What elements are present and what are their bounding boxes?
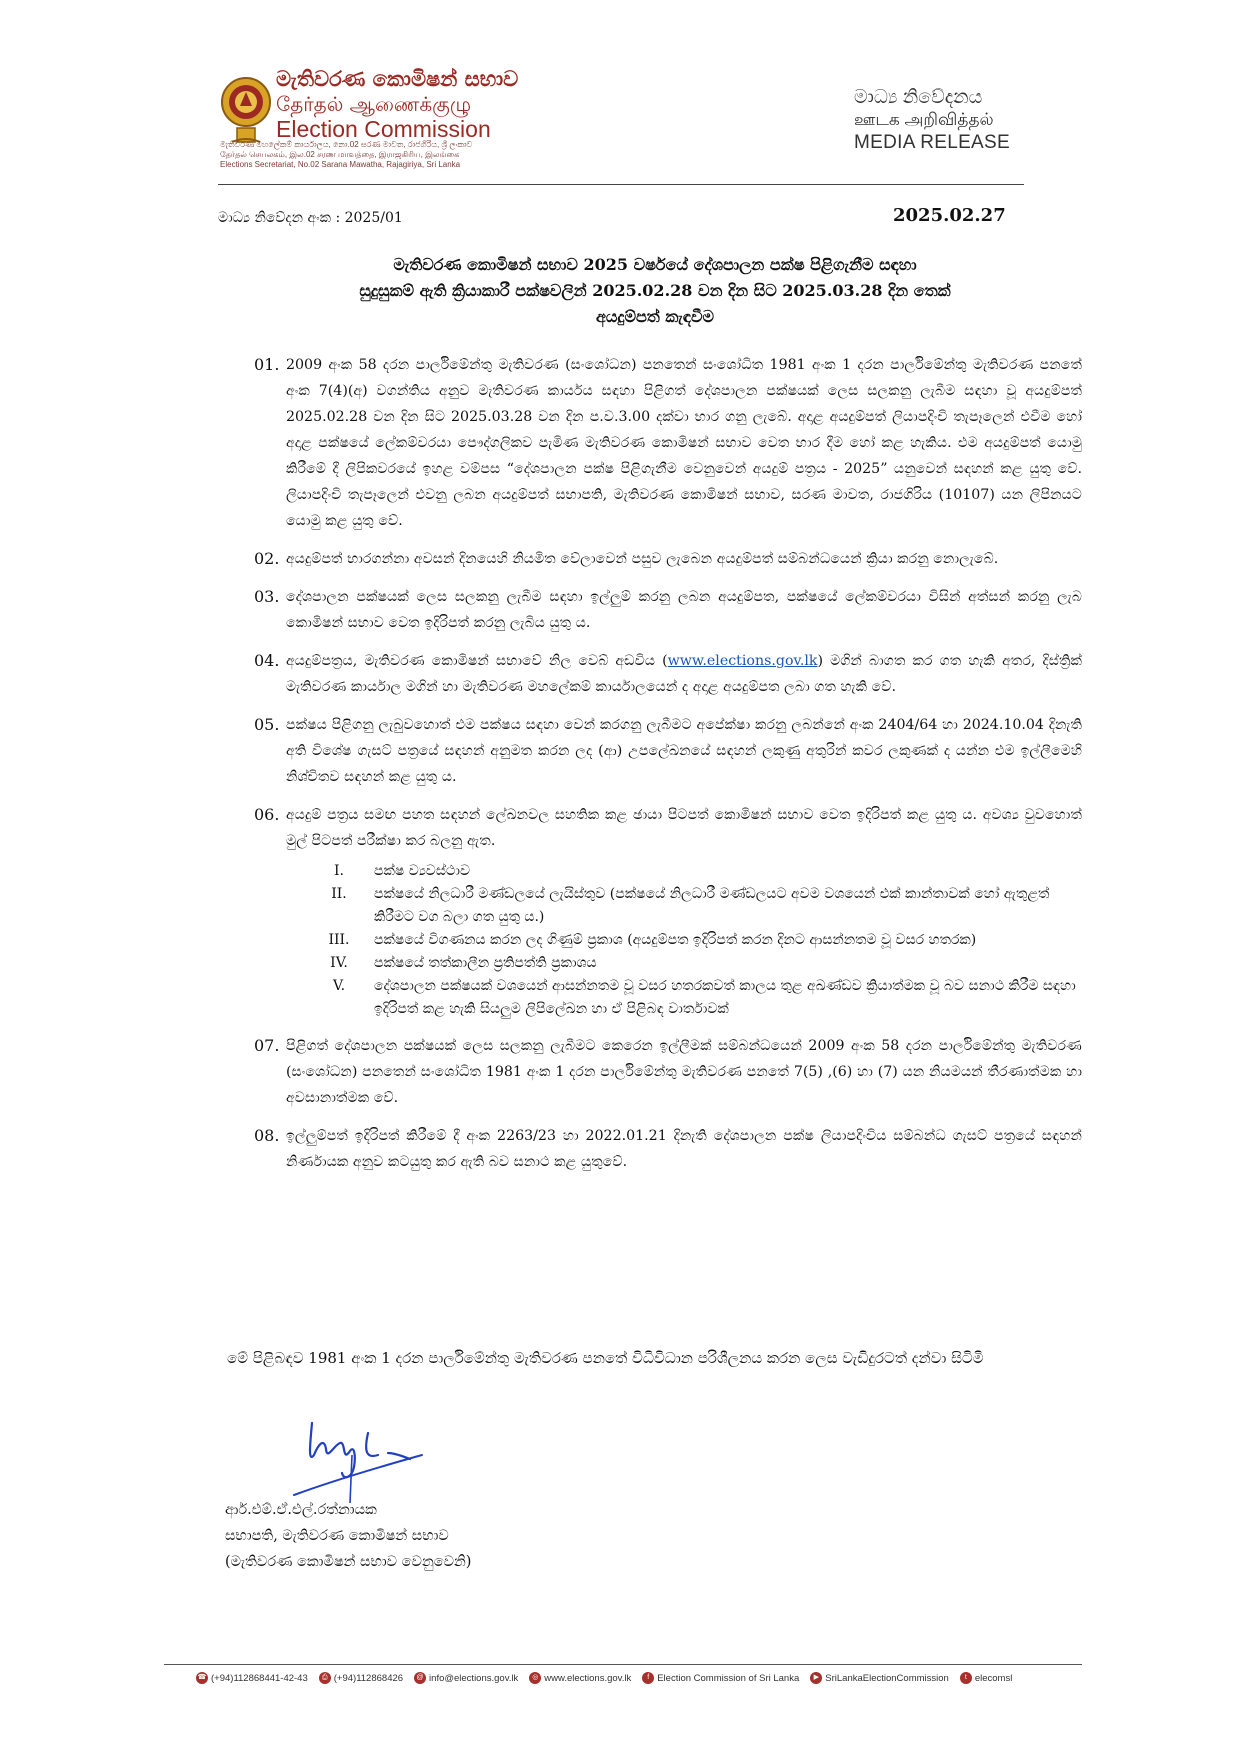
footer-twitter[interactable]	[960, 1672, 1013, 1684]
list-item-text: පක්ෂයේ තත්කාලීන ප්‍රතිපත්ති ප්‍රකාශය	[374, 955, 597, 971]
paragraph-06	[254, 802, 1082, 1021]
address-english: Elections Secretariat, No.02 Sarana Mawatha, Rajagiriya, Sri Lanka	[220, 160, 461, 169]
contact-footer	[196, 1672, 1096, 1684]
twitter-icon: t	[960, 1672, 972, 1684]
list-item-text: පක්ෂයේ විගණනය කරන ලද ගිණුම් ප්‍රකාශ (අයදුම්පත ඉදිරිපත් කරන දිනට ආසන්නතම වූ වසර හතරක)	[374, 932, 977, 948]
required-documents-list	[306, 860, 1082, 1021]
list-item-text: දේශපාලන පක්ෂයක් වශයෙන් ආසන්නතම වූ වසර හතරකවත් කාලය තුළ අඛණ්ඩව ක්‍රියාත්මක වූ බව සනාථ කිරීම සඳහා ඉදිරිපත් කළ හැකි සියලුම ලිපිලේඛන හා ඒ පිළිබඳ වාර්තාවක්	[374, 978, 1076, 1017]
release-label-sinhala: මාධ්‍ය නිවේදනය	[854, 87, 983, 108]
footer-web[interactable]	[529, 1672, 631, 1684]
address-sinhala: මැතිවරණ මහලේකම් කාර්යාලය, නො.02 සරණ මාවත, රාජගිරිය, ශ්‍රී ලංකාව	[220, 140, 473, 149]
title-line-3: අයදුම්පත් කැඳවීම	[596, 307, 714, 326]
paragraph-text: ඉල්ලුම්පත් ඉදිරිපත් කිරීමේ දී අංක 2263/23 හා 2022.01.21 දිනැති දේශපාලන පක්ෂ ලියාපදිංචිය සම්බන්ධ ගැසට් පත්‍රයේ සඳහන් නිර්ණායක අනුව කටයුතු කර ඇති බව සනාථ කළ යුතුවේ.	[286, 1128, 1082, 1170]
paragraph-08	[254, 1123, 1082, 1175]
list-item-numeral: I.	[334, 863, 344, 879]
list-item-text: පක්ෂයේ නිලධාරී මණ්ඩලයේ ලැයිස්තුව (පක්ෂයේ නිලධාරී මණ්ඩලයට අවම වශයෙන් එක් කාන්තාවක් හෝ ඇතුළත් කිරීමට වග බලා ගත යුතු ය.)	[374, 886, 1050, 925]
header-divider	[218, 184, 1024, 185]
state-emblem-icon	[220, 70, 272, 148]
paragraph-number: 03.	[254, 587, 280, 606]
youtube-icon: ▶	[810, 1672, 822, 1684]
paragraph-text: අයදුම් පත්‍රය සමඟ පහත සඳහන් ලේඛනවල සහතික කළ ඡායා පිටපත් කොමිෂන් සභාව වෙත ඉදිරිපත් කළ යුතු ය. අවශ්‍ය වුවහොත් මුල් පිටපත් පරීක්ෂා කර බලනු ඇත.	[286, 807, 1082, 849]
letterhead-address	[220, 140, 520, 170]
list-item	[306, 929, 1082, 952]
paragraph-text-after-link: ) මගින් බාගත කර ගත හැකි අතර, දිස්ත්‍රික් මැතිවරණ කාර්යාල මගින් හා මැතිවරණ මහලේකම් කාර්යාලයෙන් ද අදාළ අයදුම්පත ලබා ගත හැකි වේ.	[286, 653, 1082, 695]
list-item-text: පක්ෂ ව්‍යවස්ථාව	[374, 863, 471, 879]
list-item	[306, 860, 1082, 883]
footer-youtube[interactable]	[810, 1672, 949, 1684]
list-item-numeral: IV.	[330, 955, 348, 971]
address-tamil: தேர்தல் செயலகம், இல.02 சரண மாவத்தை, இராஜகிரிய, இலங்கை	[220, 150, 460, 159]
email-icon: @	[414, 1672, 426, 1684]
footer-email[interactable]	[414, 1672, 518, 1684]
release-label-english: MEDIA RELEASE	[854, 132, 1010, 153]
paragraph-text: 2009 අංක 58 දරන පාර්ලිමේන්තු මැතිවරණ (සංශෝධන) පනතෙන් සංශෝධිත 1981 අංක 1 දරන පාර්ලිමේන්තු මැතිවරණ පනතේ අංක 7(4)(අ) වගන්තිය අනුව මැතිවරණ කාර්යය සඳහා පිළිගත් දේශපාලන පක්ෂයක් ලෙස සලකනු ලැබීම සඳහා වූ අයදුම්පත් 2025.02.28 වන දින සිට 2025.03.28 වන දින ප.ව.3.00 දක්වා භාර ගනු ලැබේ. අදාළ අයදුම්පත් ලියාපදිංචි තැපෑලෙන් එවීම හෝ අදාළ පක්ෂයේ ලේකම්වරයා පෞද්ගලිකව පැමිණ මැතිවරණ කොමිෂන් සභාව වෙත භාර දීම හෝ කළ හැකිය. එම අයදුම්පත් යොමු කිරීමේ දී ලිපිකවරයේ ඉහළ වම්පස “දේශපාලන පක්ෂ පිළිගැනීම වෙනුවෙන් අයදුම් පත්‍රය - 2025” යනුවෙන් සඳහන් කළ යුතු වේ. ලියාපදිංචි තැපෑලෙන් එවනු ලබන අයදුම්පත් සභාපති, මැතිවරණ කොමිෂන් සභාව, සරණ මාවත, රාජගිරිය (10107) යන ලිපිනයට යොමු කළ යුතු වේ.	[286, 357, 1082, 529]
org-name-tamil: தேர்தல் ஆணைக்குழு	[276, 92, 472, 116]
elections-website-link[interactable]: www.elections.gov.lk	[667, 653, 818, 669]
paragraph-number: 07.	[254, 1036, 280, 1055]
paragraph-number: 08.	[254, 1126, 280, 1145]
paragraph-02	[254, 546, 1082, 572]
facebook-icon: f	[642, 1672, 654, 1684]
org-name-english: Election Commission	[276, 116, 491, 142]
title-line-1: මැතිවරණ කොමිෂන් සභාව 2025 වර්ෂයේ දේශපාලන පක්ෂ පිළිගැනීම සඳහා	[393, 255, 917, 274]
paragraph-04	[254, 648, 1082, 700]
fax-icon: ⎙	[319, 1672, 331, 1684]
youtube-channel[interactable]: SriLankaElectionCommission	[825, 1672, 949, 1684]
signer-on-behalf: (මැතිවරණ කොමිෂන් සභාව වෙනුවෙනි)	[225, 1554, 472, 1570]
paragraph-number: 05.	[254, 715, 280, 734]
footer-divider	[164, 1664, 1082, 1665]
paragraph-text: පක්ෂය පිළිගනු ලැබුවහොත් එම පක්ෂය සඳහා වෙන් කරගනු ලැබීමට අපේක්ෂා කරනු ලබන්නේ අංක 2404/64 හා 2024.10.04 දිනැති අති විශේෂ ගැසට් පත්‍රයේ සඳහන් අනුමත කරන ලද (ආ) උපලේඛනයේ සඳහන් ලකුණු අතුරින් කවර ලකුණක් ද යන්න එම ඉල්ලීමෙහි නිශ්චිතව සඳහන් කළ යුතු ය.	[286, 717, 1082, 785]
list-item	[306, 883, 1082, 929]
closing-statement: මේ පිළිබඳව 1981 අංක 1 දරන පාර්ලිමේන්තු මැතිවරණ පනතේ විධිවිධාන පරිශීලනය කරන ලෙස වැඩිදුරටත් දන්වා සිටිමි	[227, 1349, 984, 1367]
email-address[interactable]: info@elections.gov.lk	[429, 1672, 519, 1684]
paragraph-text: අයදුම්පත් භාරගන්නා අවසන් දිනයෙහි නියමිත වේලාවෙන් පසුව ලැබෙන අයදුම්පත් සම්බන්ධයෙන් ක්‍රියා කරනු නොලැබේ.	[286, 551, 999, 567]
list-item-numeral: II.	[331, 886, 347, 902]
footer-fax	[319, 1672, 403, 1684]
paragraph-text: පිළිගත් දේශපාලන පක්ෂයක් ලෙස සලකනු ලැබීමට කෙරෙන ඉල්ලීමක් සම්බන්ධයෙන් 2009 අංක 58 දරන පාර්ලිමේන්තු මැතිවරණ (සංශෝධන) පනතෙන් සංශෝධිත 1981 අංක 1 දරන පාර්ලිමේන්තු මැතිවරණ පනතේ 7(5) ,(6) හා (7) යන නියමයන් තීරණාත්මක හා අවසානාත්මක වේ.	[286, 1038, 1082, 1106]
paragraph-number: 04.	[254, 651, 280, 670]
twitter-handle[interactable]: elecomsl	[974, 1672, 1013, 1684]
reference-number: මාධ්‍ය නිවේදන අංක : 2025/01	[218, 210, 403, 226]
paragraph-03	[254, 584, 1082, 636]
paragraph-07	[254, 1033, 1082, 1111]
media-release-label	[854, 86, 1044, 155]
footer-facebook[interactable]	[642, 1672, 799, 1684]
list-item	[306, 975, 1082, 1021]
signer-name: ආර්.එම්.ඒ.එල්.රත්නායක	[225, 1502, 377, 1518]
signature-image	[292, 1415, 428, 1505]
paragraph-01	[254, 352, 1082, 534]
title-line-2: සුදුසුකම් ඇති ක්‍රියාකාරී පක්ෂවලින් 2025.02.28 වන දින සිට 2025.03.28 දින තෙක්	[359, 281, 951, 300]
facebook-page[interactable]: Election Commission of Sri Lanka	[657, 1672, 800, 1684]
fax-number: (+94)112868426	[333, 1672, 404, 1684]
paragraph-number: 06.	[254, 805, 280, 824]
release-label-tamil: ஊடக அறிவித்தல்	[854, 110, 994, 129]
footer-phone	[196, 1672, 308, 1684]
organization-name	[276, 66, 526, 142]
paragraph-text: දේශපාලන පක්ෂයක් ලෙස සලකනු ලැබීම සඳහා ඉල්ලුම් කරනු ලබන අයදුම්පත, පක්ෂයේ ලේකම්වරයා විසින් අත්සන් කරනු ලැබ කොමිෂන් සභාව වෙත ඉදිරිපත් කරනු ලැබිය යුතු ය.	[286, 589, 1082, 631]
website-address[interactable]: www.elections.gov.lk	[544, 1672, 632, 1684]
paragraph-number: 02.	[254, 549, 280, 568]
paragraph-05	[254, 712, 1082, 790]
list-item-numeral: III.	[328, 932, 350, 948]
phone-icon: ☎	[196, 1672, 208, 1684]
paragraph-text-before-link: අයදුම්පත්‍රය, මැතිවරණ කොමිෂන් සභාවේ නිල වෙබ් අඩවිය (	[286, 653, 668, 669]
list-item	[306, 952, 1082, 975]
release-title	[270, 252, 1040, 330]
release-date: 2025.02.27	[893, 205, 1006, 226]
paragraph-number: 01.	[254, 355, 280, 374]
signatory-block	[225, 1497, 471, 1575]
release-body	[254, 352, 1082, 1187]
signer-position: සභාපති, මැතිවරණ කොමිෂන් සභාව	[225, 1528, 449, 1544]
org-name-sinhala: මැතිවරණ කොමිෂන් සභාව	[276, 67, 519, 91]
list-item-numeral: V.	[332, 978, 346, 994]
phone-number: (+94)112868441-42-43	[211, 1672, 308, 1684]
web-icon: ◎	[529, 1672, 541, 1684]
